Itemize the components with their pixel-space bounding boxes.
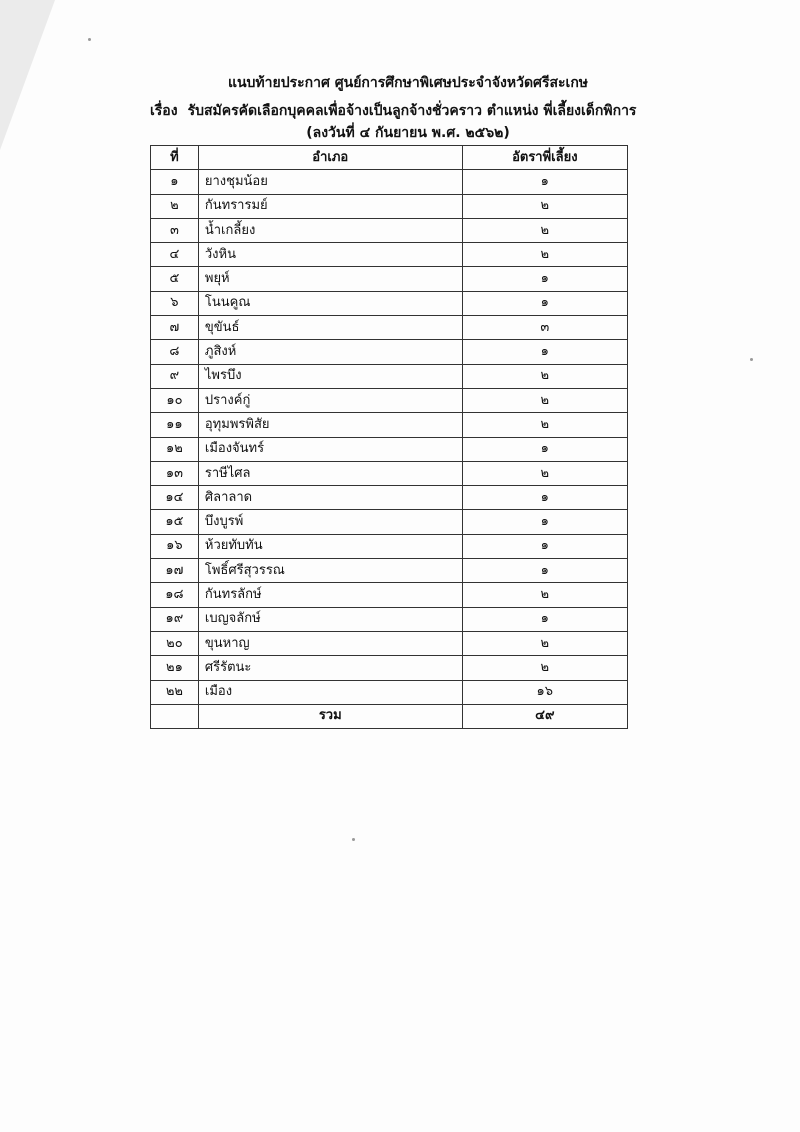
row-number-cell: ๑๔: [151, 486, 199, 510]
table-row: [151, 656, 628, 680]
district-name-cell: ภูสิงห์: [198, 340, 462, 364]
subject-text: รับสมัครคัดเลือกบุคคลเพื่อจ้างเป็นลูกจ้างชั่วคราว ตำแหน่ง พี่เลี้ยงเด็กพิการ: [187, 103, 637, 119]
caretaker-rate-cell: ๑: [462, 170, 627, 194]
caretaker-rate-cell: ๑: [462, 559, 627, 583]
table-row: [151, 486, 628, 510]
scan-speck: [88, 38, 91, 41]
caretaker-rate-table: [150, 145, 628, 729]
district-name-cell: ขุนหาญ: [198, 631, 462, 655]
document-title: แนบท้ายประกาศ ศูนย์การศึกษาพิเศษประจำจังหวัดศรีสะเกษ: [227, 75, 589, 91]
table-row: [151, 559, 628, 583]
table-body: [151, 170, 628, 705]
table-row: [151, 583, 628, 607]
row-number-cell: ๓: [151, 218, 199, 242]
subject-label: เรื่อง: [150, 103, 178, 119]
column-header-no: ที่: [151, 146, 199, 170]
column-header-rate: อัตราพี่เลี้ยง: [462, 146, 627, 170]
table-row: [151, 364, 628, 388]
row-number-cell: ๕: [151, 267, 199, 291]
table-row: [151, 218, 628, 242]
table-total-row: [151, 704, 628, 728]
row-number-cell: ๑๙: [151, 607, 199, 631]
district-name-cell: เบญจลักษ์: [198, 607, 462, 631]
district-name-cell: น้ำเกลี้ยง: [198, 218, 462, 242]
caretaker-rate-cell: ๑: [462, 291, 627, 315]
district-name-cell: กันทรารมย์: [198, 194, 462, 218]
row-number-cell: ๑๓: [151, 461, 199, 485]
row-number-cell: ๑๐: [151, 388, 199, 412]
total-value: ๔๙: [462, 704, 627, 728]
district-name-cell: ขุขันธ์: [198, 316, 462, 340]
district-name-cell: เมือง: [198, 680, 462, 704]
caretaker-rate-cell: ๒: [462, 656, 627, 680]
row-number-cell: ๑: [151, 170, 199, 194]
district-name-cell: กันทรลักษ์: [198, 583, 462, 607]
district-name-cell: ไพรบึง: [198, 364, 462, 388]
total-empty-cell: [151, 704, 199, 728]
row-number-cell: ๖: [151, 291, 199, 315]
scan-speck: [750, 358, 753, 361]
caretaker-rate-cell: ๑: [462, 607, 627, 631]
caretaker-rate-cell: ๒: [462, 218, 627, 242]
table-row: [151, 461, 628, 485]
caretaker-rate-cell: ๑๖: [462, 680, 627, 704]
caretaker-rate-cell: ๒: [462, 364, 627, 388]
district-name-cell: ศรีรัตนะ: [198, 656, 462, 680]
table-row: [151, 631, 628, 655]
row-number-cell: ๑๕: [151, 510, 199, 534]
table-row: [151, 170, 628, 194]
row-number-cell: ๒: [151, 194, 199, 218]
row-number-cell: ๒๑: [151, 656, 199, 680]
caretaker-rate-cell: ๑: [462, 340, 627, 364]
district-name-cell: โพธิ์ศรีสุวรรณ: [198, 559, 462, 583]
table-row: [151, 437, 628, 461]
district-name-cell: ปรางค์กู่: [198, 388, 462, 412]
row-number-cell: ๙: [151, 364, 199, 388]
table-row: [151, 413, 628, 437]
district-name-cell: ยางชุมน้อย: [198, 170, 462, 194]
district-name-cell: บึงบูรพ์: [198, 510, 462, 534]
caretaker-rate-cell: ๓: [462, 316, 627, 340]
row-number-cell: ๑๑: [151, 413, 199, 437]
row-number-cell: ๔: [151, 243, 199, 267]
table-row: [151, 607, 628, 631]
table-row: [151, 316, 628, 340]
caretaker-rate-cell: ๒: [462, 413, 627, 437]
caretaker-rate-cell: ๑: [462, 267, 627, 291]
scan-speck: [352, 838, 355, 841]
row-number-cell: ๘: [151, 340, 199, 364]
row-number-cell: ๑๒: [151, 437, 199, 461]
table-row: [151, 267, 628, 291]
caretaker-rate-cell: ๒: [462, 583, 627, 607]
district-name-cell: วังหิน: [198, 243, 462, 267]
document-date: (ลงวันที่ ๔ กันยายน พ.ศ. ๒๕๖๒): [306, 125, 510, 141]
district-name-cell: ราษีไศล: [198, 461, 462, 485]
row-number-cell: ๑๖: [151, 534, 199, 558]
district-name-cell: เมืองจันทร์: [198, 437, 462, 461]
table-row: [151, 194, 628, 218]
table-row: [151, 340, 628, 364]
table-header-row: [151, 146, 628, 170]
row-number-cell: ๒๒: [151, 680, 199, 704]
column-header-district: อำเภอ: [198, 146, 462, 170]
caretaker-rate-cell: ๑: [462, 510, 627, 534]
row-number-cell: ๗: [151, 316, 199, 340]
caretaker-rate-cell: ๒: [462, 388, 627, 412]
caretaker-rate-cell: ๒: [462, 461, 627, 485]
caretaker-rate-cell: ๑: [462, 534, 627, 558]
table-row: [151, 291, 628, 315]
district-name-cell: พยุห์: [198, 267, 462, 291]
caretaker-rate-cell: ๑: [462, 437, 627, 461]
table-row: [151, 534, 628, 558]
district-name-cell: โนนคูณ: [198, 291, 462, 315]
document-subject: [0, 101, 800, 121]
row-number-cell: ๒๐: [151, 631, 199, 655]
caretaker-rate-cell: ๑: [462, 486, 627, 510]
district-name-cell: ศิลาลาด: [198, 486, 462, 510]
table-row: [151, 243, 628, 267]
table-row: [151, 388, 628, 412]
district-name-cell: อุทุมพรพิสัย: [198, 413, 462, 437]
row-number-cell: ๑๗: [151, 559, 199, 583]
district-name-cell: ห้วยทับทัน: [198, 534, 462, 558]
table-row: [151, 510, 628, 534]
table-row: [151, 680, 628, 704]
row-number-cell: ๑๘: [151, 583, 199, 607]
caretaker-rate-cell: ๒: [462, 194, 627, 218]
caretaker-rate-cell: ๒: [462, 243, 627, 267]
total-label: รวม: [198, 704, 462, 728]
caretaker-rate-cell: ๒: [462, 631, 627, 655]
